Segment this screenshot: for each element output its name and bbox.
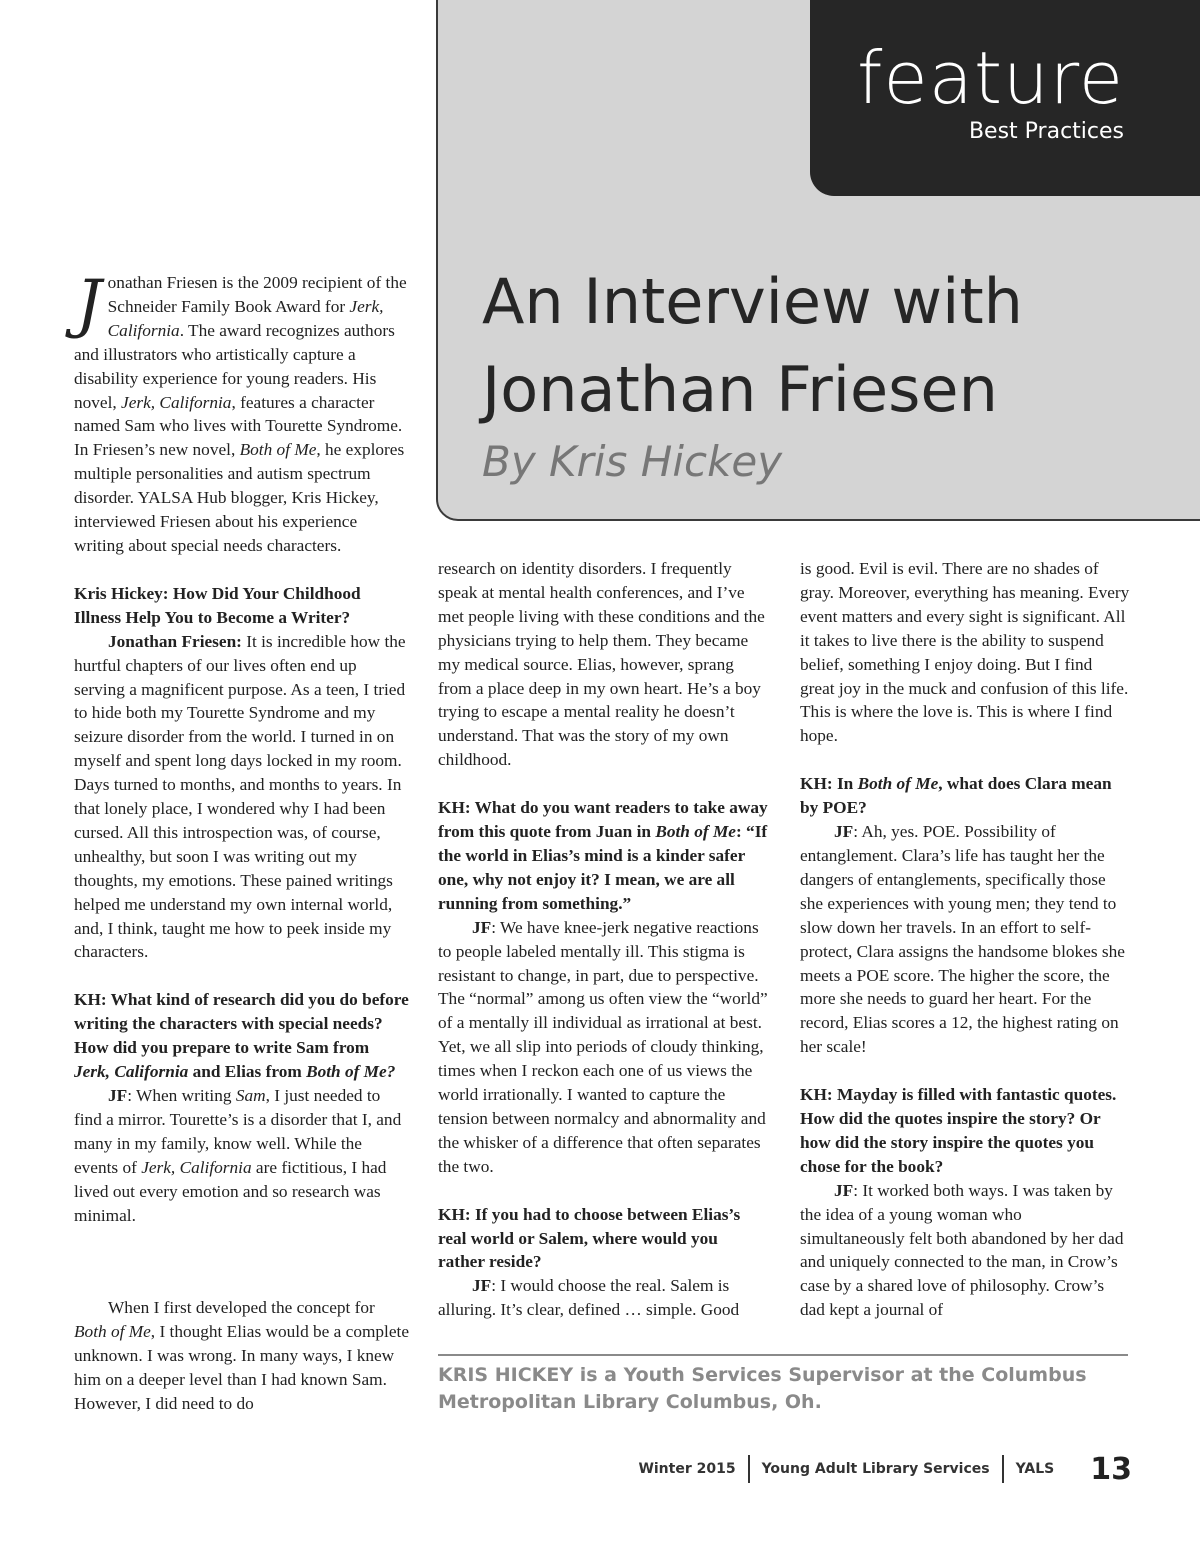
answer-3: JF: We have knee-jerk negative reactions to people labeled mentally ill. This stigma is resistant to change, in part, due to perspective. The “normal” among us often view the “world” of a mentally ill individual as irrational at best. Yet, we all slip into periods of cloudy thinking, times when I reckon each one of us views the world irrationally. I wanted to capture the tension between normalcy and abnormality and the whisker of a difference that often separates the two. <box>438 917 768 1176</box>
answer-1: Jonathan Friesen: It is incredible how the hurtful chapters of our lives often end up serving a magnificent purpose. As a teen, I tried to hide both my Tourette Syndrome and my seizure disorder from the world. I turned in on myself and spent long days locked in my room. Days turned to months, and months to years. In that lonely place, I wondered why I had been cursed. All this introspection was, of course, unhealthy, but soon I was writing out my thoughts, my emotions. These pained writings helped me understand my own internal world, and, I think, taught me how to peek inside my characters. <box>74 631 406 962</box>
answer-2: JF: When writing Sam, I just needed to find a mirror. Tourette’s is a disorder that I, and many in my family, know well. While the events of Jerk, California are fictitious, I had lived out every emotion and so research was minimal. <box>74 1086 402 1225</box>
footer-separator <box>1002 1455 1004 1483</box>
column-1 <box>74 267 409 1227</box>
question-2: KH: What kind of research did you do before writing the characters with special needs? How did you prepare to write Sam from Jerk, California and Elias from Both of Me? <box>74 990 409 1082</box>
answer-5: JF: Ah, yes. POE. Possibility of entanglement. Clara’s life has taught her the dangers of entanglements, specifically those she experiences with young men; they tend to slow down her travels. In an effort to self-protect, Clara assigns the handsome blokes she meets a POE score. The higher the score, the more she needs to guard her heart. For the record, Elias scores a 12, the highest rating on her scale! <box>800 822 1125 1057</box>
column-3 <box>800 557 1130 1322</box>
page-number: 13 <box>1090 1451 1132 1487</box>
answer-2-tail: research on identity disorders. I frequently speak at mental health conferences, and I’ve met people living with these conditions and the physicians trying to help them. They became my medical source. Elias, however, sprang from a place deep in my own heart. He’s a boy trying to escape a mental reality he doesn’t understand. That was the story of my own childhood. <box>438 559 765 770</box>
byline: By Kris Hickey <box>482 437 783 486</box>
article-title <box>482 258 1182 434</box>
answer-4: JF: I would choose the real. Salem is alluring. It’s clear, defined … simple. Good <box>438 1276 740 1320</box>
bio-divider <box>438 1354 1128 1356</box>
question-6: KH: Mayday is filled with fantastic quotes. How did the quotes inspire the story? Or how did the story inspire the quotes you chose for the book? <box>800 1085 1117 1176</box>
article-title-line2: Jonathan Friesen <box>482 353 998 426</box>
column-2 <box>438 557 768 1322</box>
page-footer <box>638 1452 1132 1486</box>
author-bio: KRIS HICKEY is a Youth Services Supervisor at the Columbus Metropolitan Library Columbus, Oh. <box>438 1364 1087 1413</box>
article-title-line1: An Interview with <box>482 265 1023 338</box>
question-1: Kris Hickey: How Did Your Childhood Illness Help You to Become a Writer? <box>74 583 361 627</box>
section-header <box>810 0 1200 196</box>
footer-journal: Young Adult Library Services <box>761 1461 990 1477</box>
question-3: KH: What do you want readers to take away from this quote from Juan in Both of Me: “If the world in Elias’s mind is a kinder safer one, why not enjoy it? I mean, we are all running from something.” <box>438 798 768 913</box>
question-5: KH: In Both of Me, what does Clara mean by POE? <box>800 774 1112 818</box>
answer-2-continued: When I first developed the concept for Both of Me, I thought Elias would be a complete unknown. I was wrong. In many ways, I knew him on a deeper level than I had known Sam. However, I did need to do <box>74 1298 409 1413</box>
answer-4-tail: is good. Evil is evil. There are no shades of gray. Moreover, everything has meaning. Every event matters and every sight is significant. All it takes to live there is the ability to suspend belief, something I enjoy doing. But I find great joy in the muck and confusion of this life. This is where the love is. This is where I find hope. <box>800 559 1130 746</box>
question-4: KH: If you had to choose between Elias’s real world or Salem, where would you rather reside? <box>438 1204 741 1272</box>
footer-abbr: YALS <box>1015 1461 1055 1477</box>
footer-issue: Winter 2015 <box>638 1461 736 1477</box>
drop-cap: J <box>76 267 102 341</box>
intro-paragraph: Jonathan Friesen is the 2009 recipient of the Schneider Family Book Award for Jerk, California. The award recognizes authors and illustrators who artistically capture a disability experience for young readers. His novel, Jerk, California, features a character named Sam who lives with Tourette Syndrome. In Friesen’s new novel, Both of Me, he explores multiple personalities and autism spectrum disorder. YALSA Hub blogger, Kris Hickey, interviewed Friesen about his experience writing about special needs characters. <box>74 267 407 555</box>
footer-separator <box>748 1455 750 1483</box>
column-1-bottom <box>74 1296 409 1416</box>
section-label: feature <box>857 36 1124 120</box>
subsection-label: Best Practices <box>968 119 1124 144</box>
answer-6: JF: It worked both ways. I was taken by the idea of a young woman who simultaneously felt both abandoned by her dad and uniquely connected to the man, in Crow’s case by a shared love of philosophy. Crow’s dad kept a journal of <box>800 1180 1124 1320</box>
